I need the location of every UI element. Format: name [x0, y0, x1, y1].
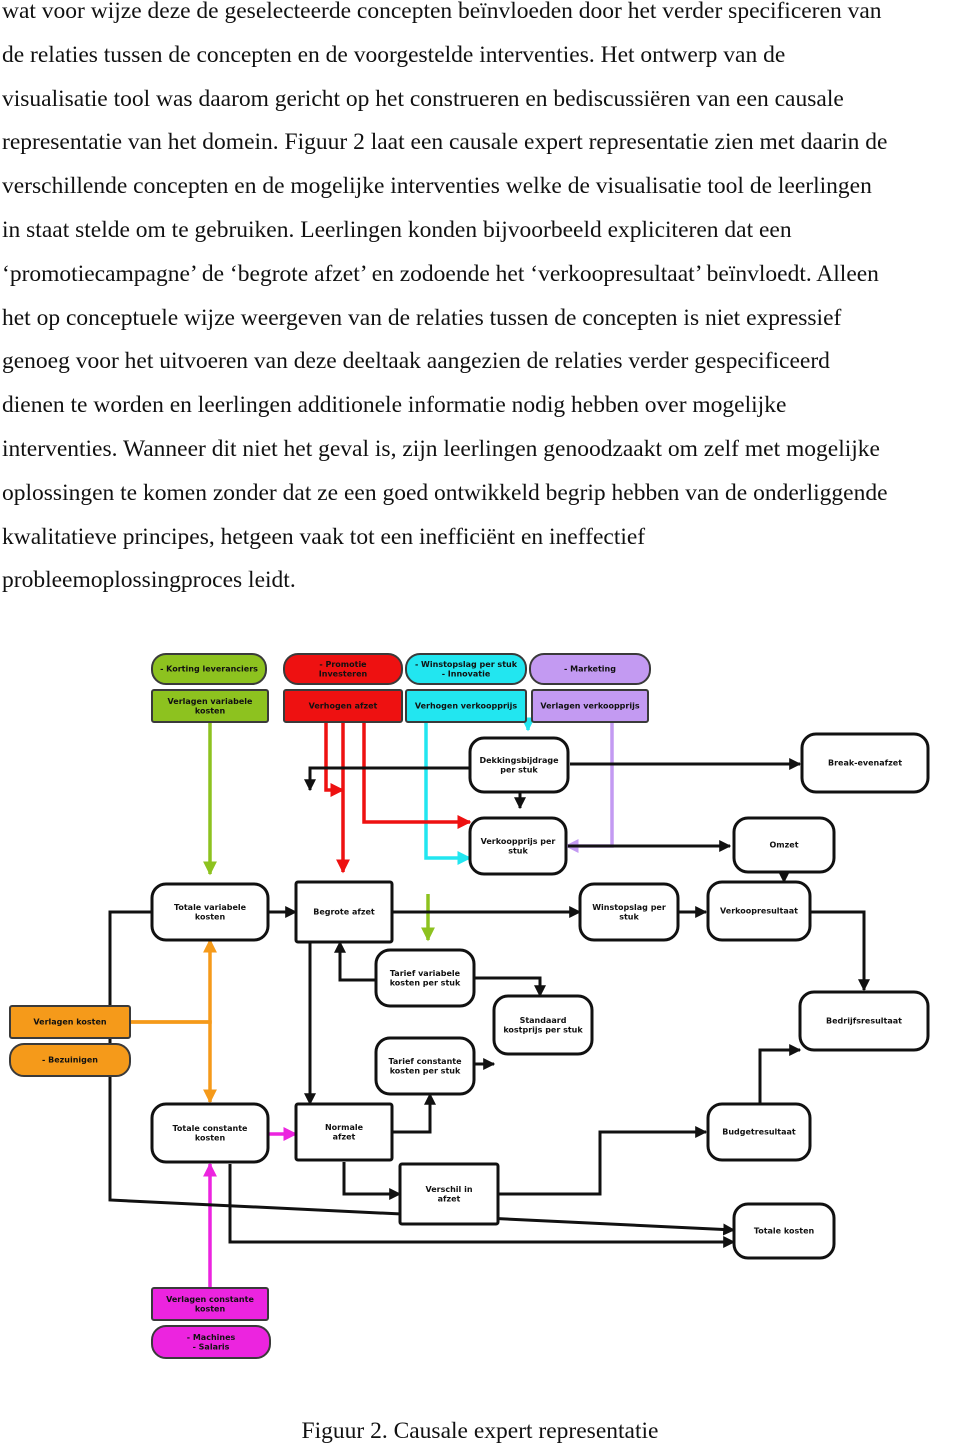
node-budgetresultaat: [708, 1104, 810, 1160]
node-omzet: [734, 818, 834, 872]
black-arrow: [498, 1132, 706, 1194]
node-label: afzet: [332, 1132, 356, 1142]
node-dekkingsbijdrage: [470, 738, 568, 792]
node-label: kosten: [194, 1304, 226, 1314]
node-totale-variabele: [152, 884, 268, 940]
paragraph-line: representatie van het domein. Figuur 2 laat een causale expert representatie zien met daarin de: [2, 129, 888, 156]
node-label: Winstopslag per: [592, 902, 666, 912]
figure-caption: Figuur 2. Causale expert representatie: [301, 1418, 659, 1444]
node-label: kosten: [194, 912, 226, 922]
paragraph-line: ‘promotiecampagne’ de ‘begrote afzet’ en zodoende het ‘verkoopresultaat’ beïnvloedt. Alleen: [2, 260, 879, 287]
node-totale-constante: [152, 1104, 268, 1162]
black-arrow: [760, 1050, 800, 1104]
node-label: - Innovatie: [441, 669, 491, 679]
paragraph-line: probleemoplossingproces leidt.: [2, 567, 296, 594]
node-label: Totale kosten: [753, 1226, 815, 1236]
node-label: Begrote afzet: [313, 907, 375, 917]
node-label: stuk: [619, 912, 639, 922]
node-label: - Marketing: [564, 664, 616, 674]
node-label: Investeren: [318, 669, 368, 679]
paragraph-line: in staat stelde om te gebruiken. Leerlingen konden bijvoorbeeld expliciteren dat een: [2, 216, 792, 243]
node-verkoopresultaat: [708, 882, 810, 940]
node-label: kostprijs per stuk: [503, 1025, 583, 1035]
orange-arrow: [130, 940, 210, 1022]
node-label: Normale: [324, 1122, 364, 1132]
node-label: Verlagen verkoopprijs: [540, 701, 640, 711]
paragraph-line: wat voor wijze deze de geselecteerde concepten beïnvloeden door het verder specificeren van: [2, 0, 882, 24]
node-label: stuk: [508, 846, 528, 856]
node-promotie: [284, 654, 402, 684]
black-arrow: [392, 1094, 430, 1132]
node-label: Verhogen afzet: [308, 701, 378, 711]
paragraph-line: de relaties tussen de concepten en de voorgestelde interventies. Het ontwerp van de: [2, 41, 786, 68]
paragraph-line: dienen te worden en leerlingen additionele informatie nodig hebben over mogelijke: [2, 392, 787, 419]
paragraph-line: visualisatie tool was daarom gericht op het construeren en bediscussiëren van een causale: [2, 85, 844, 112]
node-verlagen-kosten: [10, 1006, 130, 1038]
node-label: Tarief variabele: [389, 968, 461, 978]
lilac-arrow: [566, 722, 612, 846]
black-arrow: [344, 1162, 400, 1194]
paragraph-line: het op conceptuele wijze weergeven van de relaties tussen de concepten is niet expressief: [2, 304, 842, 331]
paragraph-line: genoeg voor het uitvoeren van deze deeltaak aangezien de relaties verder gespecificeerd: [2, 348, 830, 375]
node-label: afzet: [437, 1194, 461, 1204]
node-tarief-constante: [376, 1038, 474, 1094]
node-label: - Promotie: [319, 659, 367, 669]
node-label: kosten per stuk: [389, 1066, 461, 1076]
node-winstopslag-innovatie: [406, 654, 526, 684]
paragraph-line: interventies. Wanneer dit niet het geval is, zijn leerlingen genoodzaakt om zelf met mogelijke: [2, 435, 880, 462]
node-machines: [152, 1326, 270, 1358]
node-label: - Machines: [186, 1332, 236, 1342]
red-arrow: [364, 722, 470, 822]
black-arrow: [310, 768, 470, 790]
node-label: kosten: [194, 706, 226, 716]
node-bezuinigen: [10, 1044, 130, 1076]
node-label: Verkoopprijs per: [480, 836, 556, 846]
node-verkoopprijs: [470, 818, 566, 874]
node-verlagen-constante: [152, 1288, 268, 1320]
node-label: Verkoopresultaat: [720, 906, 798, 916]
node-label: Tarief constante: [388, 1056, 462, 1066]
node-label: Verhogen verkoopprijs: [414, 701, 518, 711]
node-label: - Salaris: [192, 1342, 230, 1352]
node-label: kosten per stuk: [389, 978, 461, 988]
node-label: Bedrijfsresultaat: [826, 1016, 902, 1026]
paragraph-line: oplossingen te komen zonder dat ze een goed ontwikkeld begrip hebben van de onderliggende: [2, 479, 888, 506]
node-bedrijfsresultaat: [800, 992, 928, 1050]
node-label: - Bezuinigen: [41, 1055, 99, 1065]
node-totale-kosten: [734, 1204, 834, 1258]
orange-arrow: [130, 1022, 210, 1102]
causal-diagram: [0, 640, 960, 1380]
node-label: - Winstopslag per stuk: [414, 659, 518, 669]
node-label: Verschil in: [425, 1184, 473, 1194]
node-label: Totale variabele: [173, 902, 247, 912]
node-normale-afzet: [296, 1104, 392, 1160]
node-verhogen-verkoopprijs: [406, 690, 526, 722]
node-label: - Korting leveranciers: [160, 664, 258, 674]
node-verlagen-verkoopprijs: [532, 690, 648, 722]
node-korting: [152, 654, 266, 684]
black-arrow: [474, 978, 540, 996]
node-label: Totale constante: [172, 1123, 248, 1133]
body-paragraph: [2, 0, 960, 603]
red-arrow: [326, 722, 343, 790]
paragraph-line: kwalitatieve principes, hetgeen vaak tot een inefficiënt en ineffectief: [2, 523, 646, 550]
node-begrote-afzet: [296, 882, 392, 942]
paragraph-line: verschillende concepten en de mogelijke interventies welke de visualisatie tool de leerlingen: [2, 173, 872, 200]
node-break-even: [802, 734, 928, 792]
node-verhogen-afzet: [284, 690, 402, 722]
node-label: Break-evenafzet: [827, 758, 903, 768]
node-label: Omzet: [769, 840, 799, 850]
node-label: Verlagen variabele: [167, 696, 253, 706]
node-verlagen-variabele: [152, 690, 268, 722]
diagram-nodes: [10, 654, 928, 1358]
black-arrow: [810, 912, 864, 990]
node-label: Budgetresultaat: [722, 1127, 796, 1137]
node-label: Verlagen constante: [166, 1294, 254, 1304]
node-label: kosten: [194, 1133, 226, 1143]
node-label: per stuk: [500, 765, 538, 775]
black-arrow: [340, 942, 376, 980]
node-winstopslag: [580, 884, 678, 940]
node-label: Dekkingsbijdrage: [479, 755, 559, 765]
cyan-arrow: [426, 722, 470, 858]
node-label: Verlagen kosten: [33, 1017, 107, 1027]
node-verschil-afzet: [400, 1164, 498, 1224]
node-marketing: [530, 654, 650, 684]
node-label: Standaard: [519, 1015, 567, 1025]
node-tarief-variabele: [376, 950, 474, 1006]
node-standaard: [494, 996, 592, 1054]
